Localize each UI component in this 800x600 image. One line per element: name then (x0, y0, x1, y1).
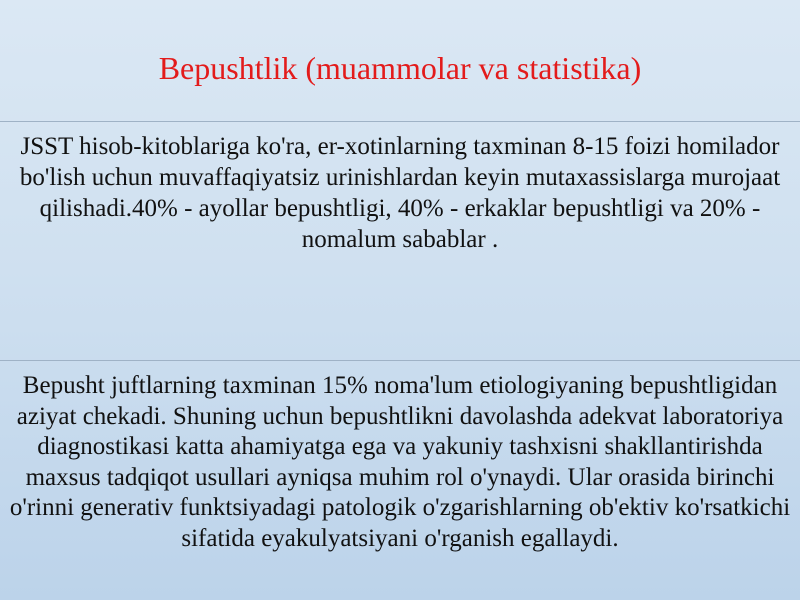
paragraph-statistics: JSST hisob-kitoblariga ko'ra, er-xotinlarning taxminan 8-15 foizi homilador bo'lish uchun muvaffaqiyatsiz urinishlardan keyin mutaxassislarga murojaat qilishadi.40% - ayollar bepushtligi, 40% - erkaklar bepushtligi va 20% - nomalum sabablar . (19, 133, 781, 253)
divider-top (0, 121, 800, 122)
paragraph-diagnostics: Bepusht juftlarning taxminan 15% noma'lum etiologiyaning bepushtligidan aziyat chekadi. Shuning uchun bepushtlikni davolashda adekvat laboratoriya diagnostikasi katta ahamiyatga ega va yakuniy tashxisni shakllantirishda maxsus tadqiqot usullari ayniqsa muhim rol o'ynaydi. Ular orasida birinchi o'rinni generativ funktsiyadagi patologik o'zgarishlarning ob'ektiv ko'rsatkichi sifatida eyakulyatsiyani o'rganish egallaydi. (9, 372, 791, 552)
slide-title: Bepushtlik (muammolar va statistika) (158, 50, 642, 86)
divider-middle (0, 360, 800, 361)
